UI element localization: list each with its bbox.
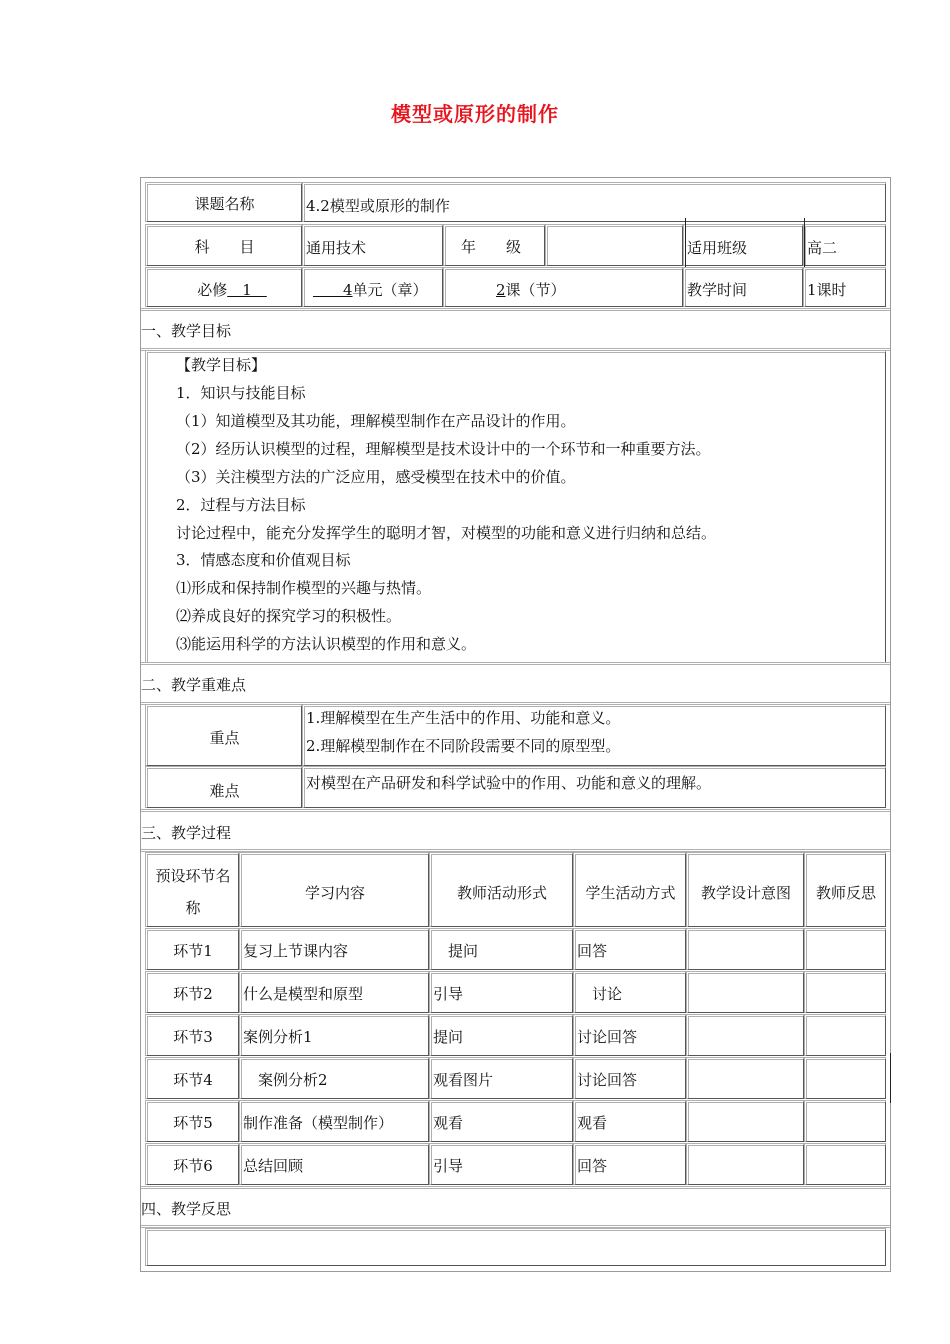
table-row-4-student [573,1057,686,1099]
hard-value-cell [302,766,886,808]
header-intent: 教学设计意图 [700,884,791,902]
table-row-1-student [573,928,686,970]
lesson-plan-table [140,177,891,1272]
table-row-4-stage [145,1057,239,1099]
learning-content: 制作准备（模型制作） [243,1114,394,1132]
teacher-activity: 观看 [433,1114,464,1132]
table-row-3-stage [145,1014,239,1056]
required-prefix: 必修 [197,281,228,299]
table-row-6-content [239,1143,429,1185]
class-label: 适用班级 [687,239,748,257]
objectives-line: （2）经历认识模型的过程，理解模型是技术设计中的一个环节和一种重要方法。 [176,440,711,458]
hard-label-cell [145,766,302,808]
table-row-1-intent [686,928,804,970]
header-cell-stage [145,852,239,927]
stage-name: 环节3 [173,1028,213,1046]
unit-suffix: 单元（章） [352,281,428,299]
student-activity: 观看 [577,1114,608,1132]
time-value-cell [803,267,886,307]
table-row-6-teacher [429,1143,573,1185]
table-row-2-reflection [804,971,886,1013]
table-row-3-content [239,1014,429,1056]
key-line: 2.理解模型制作在不同阶段需要不同的原型型。 [306,737,621,755]
stage-name: 环节4 [173,1071,213,1089]
subject-label: 科 目 [194,238,255,256]
required-text [148,280,301,300]
subject-value-cell [302,224,443,266]
section1-heading: 一、教学目标 [141,322,232,340]
column-rule [890,1053,891,1103]
student-activity: 讨论回答 [577,1028,638,1046]
table-row-5-content [239,1100,429,1142]
class-label-cell [683,224,803,266]
table-row-4-intent [686,1057,804,1099]
objectives-line: ⑶能运用科学的方法认识模型的作用和意义。 [176,635,477,653]
key-label-cell [145,704,302,766]
learning-content: 什么是模型和原型 [243,985,364,1003]
table-row-3-reflection [804,1014,886,1056]
table-row-4-reflection [804,1057,886,1099]
teacher-activity: 引导 [433,1157,464,1175]
objectives-line: 2．过程与方法目标 [176,496,306,514]
objectives-cell [145,350,886,663]
table-row-6-intent [686,1143,804,1185]
reflection-cell [145,1228,886,1266]
learning-content: 复习上节课内容 [243,942,349,960]
objectives-line: （1）知道模型及其功能，理解模型制作在产品设计的作用。 [176,412,576,430]
unit-number: 4 [313,281,353,299]
header-cell-teacher [429,852,573,927]
lesson-text [496,280,566,300]
student-activity: 回答 [577,1157,608,1175]
header-cell-intent [686,852,804,927]
column-rule [804,218,805,267]
subject-value: 通用技术 [306,239,367,257]
section1-heading-row [141,308,890,351]
header-cell-student [573,852,686,927]
class-value: 高二 [807,239,838,257]
objectives-line: 讨论过程中，能充分发挥学生的聪明才智，对模型的功能和意义进行归纳和总结。 [176,524,717,542]
objectives-line: 3．情感态度和价值观目标 [176,551,351,569]
student-activity: 回答 [577,942,608,960]
table-row-5-reflection [804,1100,886,1142]
header-stage-line2: 称 [185,899,201,917]
hard-label: 难点 [209,782,240,800]
header-student: 学生活动方式 [585,884,676,902]
lesson-suffix: 课（节） [505,281,566,299]
objectives-line: （3）关注模型方法的广泛应用，感受模型在技术中的价值。 [176,468,576,486]
hard-value: 对模型在产品研发和科学试验中的作用、功能和意义的理解。 [306,774,712,792]
table-row-1-reflection [804,928,886,970]
table-row-3-student [573,1014,686,1056]
header-cell-reflection [804,852,886,927]
topic-label-cell [145,182,302,222]
teacher-activity: 观看图片 [433,1071,494,1089]
header-content: 学习内容 [304,884,365,902]
required-number: 1 [227,281,267,299]
table-row-5-stage [145,1100,239,1142]
key-value-cell [302,704,886,766]
table-row-5-student [573,1100,686,1142]
time-value: 1课时 [807,281,847,299]
table-row-6-stage [145,1143,239,1185]
table-row-1-stage [145,928,239,970]
key-label: 重点 [209,729,240,747]
section2-heading: 二、教学重难点 [141,676,247,694]
column-rule [685,218,686,267]
lesson-cell [443,267,683,307]
topic-value: 4.2模型或原形的制作 [306,197,450,215]
table-row-2-content [239,971,429,1013]
lesson-number: 2 [496,281,506,299]
table-row-3-intent [686,1014,804,1056]
table-row-5-teacher [429,1100,573,1142]
grade-value-cell [545,224,683,266]
learning-content: 案例分析2 [243,1071,328,1089]
objectives-line: ⑴形成和保持制作模型的兴趣与热情。 [176,579,432,597]
class-value-cell [803,224,886,266]
section4-heading-row [141,1186,890,1228]
section3-heading-row [141,809,890,852]
stage-name: 环节6 [173,1157,213,1175]
grade-label-cell [443,224,545,266]
teacher-activity: 提问 [433,942,479,960]
objectives-line: 【教学目标】 [176,356,267,374]
key-line: 1.理解模型在生产生活中的作用、功能和意义。 [306,709,621,727]
table-row-2-intent [686,971,804,1013]
table-row-2-student [573,971,686,1013]
header-teacher: 教师活动形式 [456,884,547,902]
table-row-4-content [239,1057,429,1099]
topic-value-cell [302,182,886,222]
table-row-1-content [239,928,429,970]
teacher-activity: 引导 [433,985,464,1003]
table-row-6-student [573,1143,686,1185]
time-label-cell [683,267,803,307]
section3-heading: 三、教学过程 [141,824,232,842]
table-row-1-teacher [429,928,573,970]
subject-label-cell [145,224,302,266]
unit-cell [302,267,443,307]
table-row-2-teacher [429,971,573,1013]
table-row-4-teacher [429,1057,573,1099]
stage-name: 环节5 [173,1114,213,1132]
table-row-6-reflection [804,1143,886,1185]
header-reflection: 教师反思 [815,884,876,902]
grade-label: 年 级 [461,238,522,256]
unit-text [313,280,428,300]
document-title: 模型或原形的制作 [391,102,559,126]
header-stage-line1: 预设环节名 [155,867,231,885]
topic-label: 课题名称 [194,195,255,213]
teacher-activity: 提问 [433,1028,464,1046]
learning-content: 案例分析1 [243,1028,313,1046]
table-row-3-teacher [429,1014,573,1056]
table-row-2-stage [145,971,239,1013]
time-label: 教学时间 [687,281,748,299]
objectives-line: 1．知识与技能目标 [176,384,306,402]
student-activity: 讨论 [577,985,623,1003]
stage-name: 环节2 [173,985,213,1003]
header-cell-content [239,852,429,927]
section4-heading: 四、教学反思 [141,1200,232,1218]
section2-heading-row [141,662,890,705]
required-cell [145,267,302,307]
learning-content: 总结回顾 [243,1157,304,1175]
objectives-line: ⑵养成良好的探究学习的积极性。 [176,607,402,625]
student-activity: 讨论回答 [577,1071,638,1089]
table-row-5-intent [686,1100,804,1142]
stage-name: 环节1 [173,942,213,960]
